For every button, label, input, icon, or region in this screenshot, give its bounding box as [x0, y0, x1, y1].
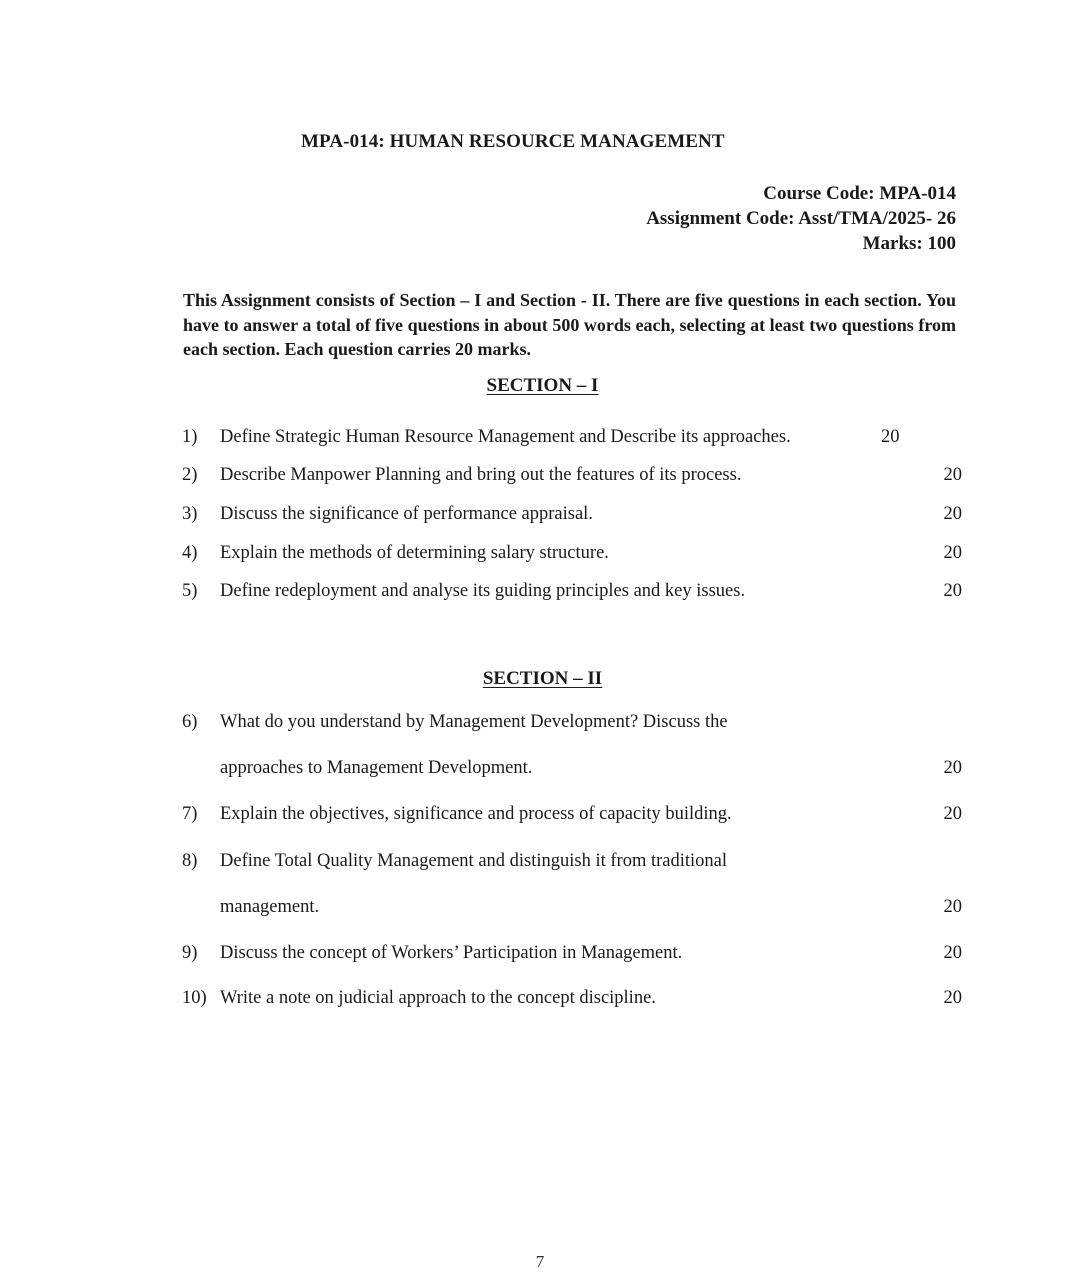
question-number: 10)	[182, 988, 207, 1008]
question-number: 7)	[182, 804, 198, 824]
question-text: What do you understand by Management Development? Discuss the	[220, 712, 728, 732]
question-text: Discuss the significance of performance appraisal.	[220, 504, 593, 524]
question-text: Write a note on judicial approach to the concept discipline.	[220, 988, 656, 1008]
section-heading-2: SECTION – II	[482, 668, 603, 689]
question-number: 2)	[182, 465, 198, 485]
question-text: Discuss the concept of Workers’ Participation in Management.	[220, 943, 683, 963]
question-number: 8)	[182, 851, 198, 871]
question-marks: 20	[943, 581, 962, 601]
question-text: Describe Manpower Planning and bring out the features of its process.	[220, 465, 742, 485]
question-text: Define redeployment and analyse its guiding principles and key issues.	[220, 581, 746, 601]
question-marks: 20	[943, 465, 962, 485]
question-number: 4)	[182, 543, 198, 563]
question-marks: 20	[943, 943, 962, 963]
question-number: 3)	[182, 504, 198, 524]
course-code: Course Code: MPA-014	[763, 183, 956, 204]
page-title: MPA-014: HUMAN RESOURCE MANAGEMENT	[301, 131, 725, 152]
question-marks: 20	[943, 804, 962, 824]
question-number: 1)	[182, 427, 198, 447]
question-text: Define Strategic Human Resource Management and Describe its approaches.	[220, 427, 791, 447]
question-marks: 20	[881, 427, 900, 447]
question-text-continued: management.	[220, 897, 320, 917]
assignment-code: Assignment Code: Asst/TMA/2025- 26	[646, 208, 956, 229]
question-text: Explain the objectives, significance and process of capacity building.	[220, 804, 732, 824]
question-marks: 20	[943, 543, 962, 563]
assignment-meta	[646, 181, 956, 256]
page-number: 7	[535, 1252, 545, 1271]
question-marks: 20	[943, 897, 962, 917]
total-marks: Marks: 100	[862, 233, 956, 254]
instructions-paragraph: This Assignment consists of Section – I and Section - II. There are five questions in each section. You have to answer a total of five questions in about 500 words each, selecting at least two questions from each section. Each question carries 20 marks.	[183, 290, 956, 359]
question-text-continued: approaches to Management Development.	[220, 758, 533, 778]
question-text: Define Total Quality Management and distinguish it from traditional	[220, 851, 728, 871]
question-number: 5)	[182, 581, 198, 601]
question-number: 6)	[182, 712, 198, 732]
question-marks: 20	[943, 504, 962, 524]
section-heading-1: SECTION – I	[486, 375, 599, 396]
question-marks: 20	[943, 988, 962, 1008]
question-number: 9)	[182, 943, 198, 963]
question-text: Explain the methods of determining salary structure.	[220, 543, 609, 563]
question-marks: 20	[943, 758, 962, 778]
